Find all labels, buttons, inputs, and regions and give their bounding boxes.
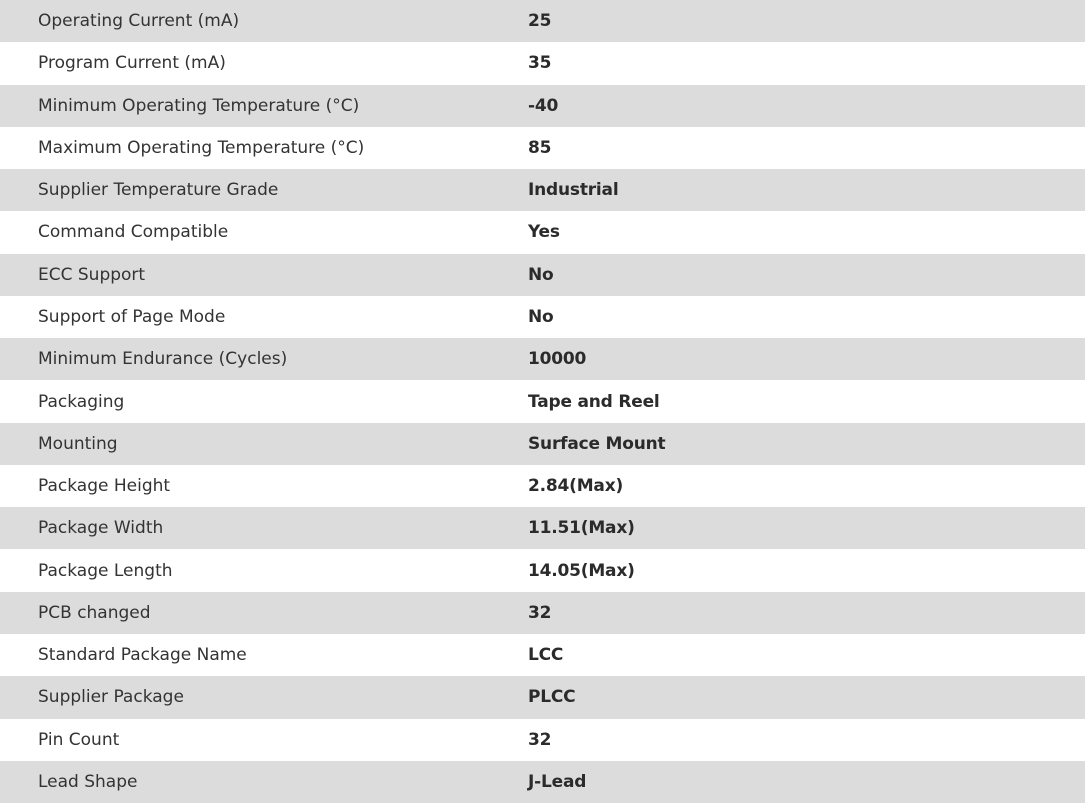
spec-label: PCB changed	[38, 602, 151, 623]
spec-row-package-length	[0, 549, 1085, 591]
spec-row-pin-count	[0, 719, 1085, 761]
spec-row-pcb-changed	[0, 592, 1085, 634]
spec-value: Surface Mount	[528, 433, 666, 454]
spec-row-min-endurance	[0, 338, 1085, 380]
spec-label: ECC Support	[38, 264, 146, 285]
spec-value: PLCC	[528, 687, 576, 708]
spec-label: Command Compatible	[38, 222, 229, 243]
spec-value: 35	[528, 53, 552, 74]
spec-value: 85	[528, 137, 552, 158]
spec-label: Mounting	[38, 433, 118, 454]
spec-label: Package Height	[38, 476, 171, 497]
spec-row-page-mode	[0, 296, 1085, 338]
spec-label: Package Width	[38, 518, 164, 539]
spec-row-command-compatible	[0, 211, 1085, 253]
spec-label: Minimum Endurance (Cycles)	[38, 349, 288, 370]
spec-value: Industrial	[528, 180, 619, 201]
spec-value: 10000	[528, 349, 587, 370]
spec-row-mounting	[0, 423, 1085, 465]
spec-value: LCC	[528, 645, 564, 666]
spec-value: Yes	[528, 222, 560, 243]
spec-value: -40	[528, 95, 559, 116]
spec-row-lead-shape	[0, 761, 1085, 803]
spec-row-packaging	[0, 380, 1085, 422]
spec-value: No	[528, 306, 554, 327]
spec-row-max-operating-temp	[0, 127, 1085, 169]
spec-label: Program Current (mA)	[38, 53, 226, 74]
spec-label: Supplier Temperature Grade	[38, 180, 279, 201]
spec-row-package-width	[0, 507, 1085, 549]
spec-label: Minimum Operating Temperature (°C)	[38, 95, 360, 116]
spec-value: 32	[528, 729, 552, 750]
spec-value: No	[528, 264, 554, 285]
spec-label: Pin Count	[38, 729, 120, 750]
spec-label: Maximum Operating Temperature (°C)	[38, 137, 365, 158]
spec-label: Support of Page Mode	[38, 306, 226, 327]
spec-label: Operating Current (mA)	[38, 11, 240, 32]
spec-value: 25	[528, 11, 552, 32]
spec-value: 2.84(Max)	[528, 476, 624, 497]
spec-value: Tape and Reel	[528, 391, 660, 412]
spec-label: Standard Package Name	[38, 645, 247, 666]
spec-value: 11.51(Max)	[528, 518, 635, 539]
spec-row-package-height	[0, 465, 1085, 507]
spec-value: J-Lead	[528, 771, 587, 792]
spec-value: 32	[528, 602, 552, 623]
spec-label: Packaging	[38, 391, 125, 412]
spec-row-standard-package-name	[0, 634, 1085, 676]
spec-label: Package Length	[38, 560, 173, 581]
spec-value: 14.05(Max)	[528, 560, 635, 581]
spec-row-min-operating-temp	[0, 85, 1085, 127]
spec-row-ecc-support	[0, 254, 1085, 296]
spec-row-operating-current	[0, 0, 1085, 42]
spec-label: Lead Shape	[38, 771, 138, 792]
spec-row-temperature-grade	[0, 169, 1085, 211]
spec-row-supplier-package	[0, 676, 1085, 718]
spec-row-program-current	[0, 42, 1085, 84]
spec-label: Supplier Package	[38, 687, 184, 708]
